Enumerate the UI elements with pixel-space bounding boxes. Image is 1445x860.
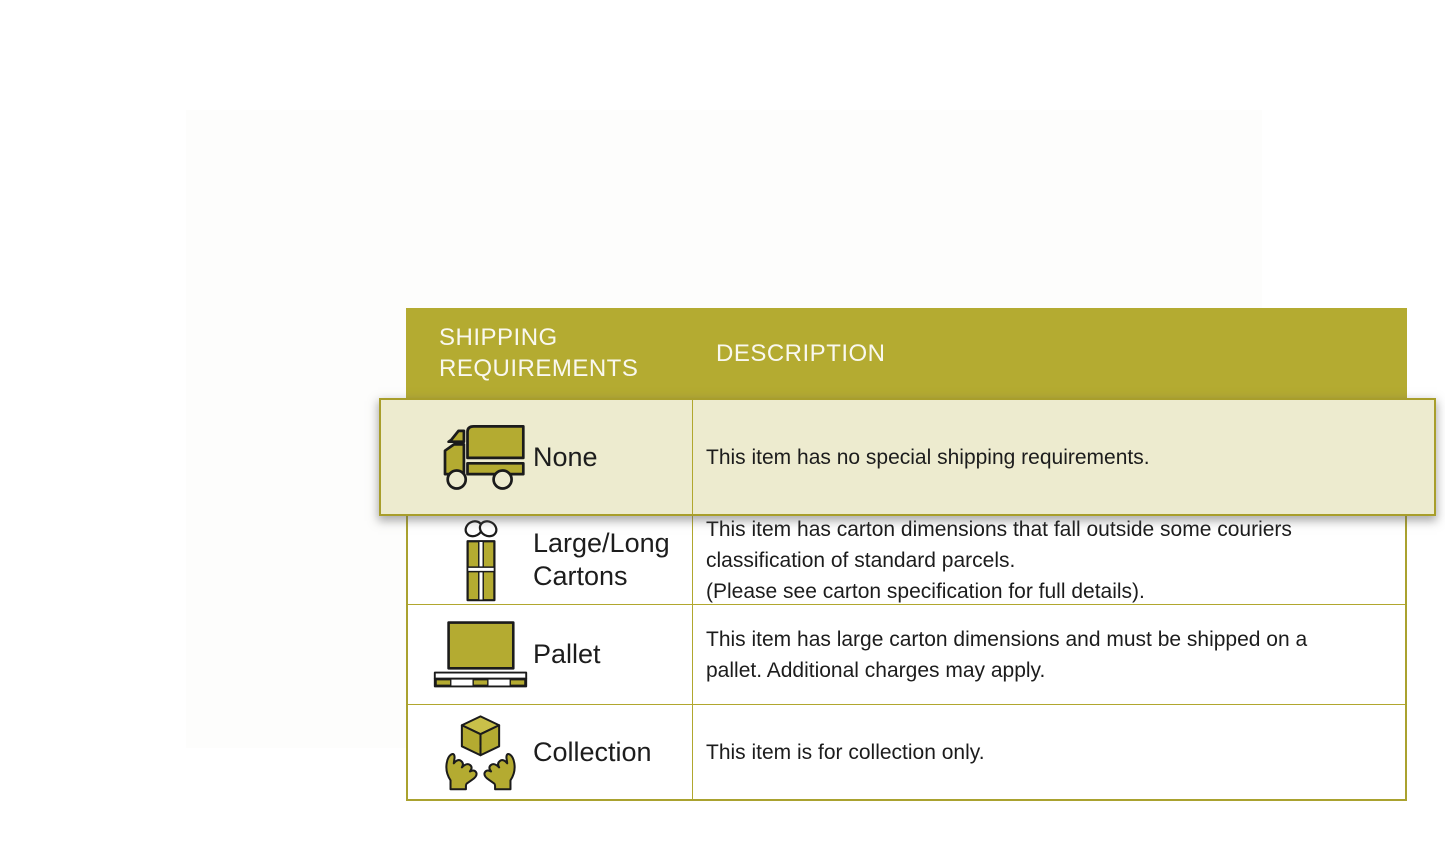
description-cell [693,605,1405,704]
description-note: (Please see carton specification for full details). [706,579,1145,603]
table-body [406,516,1407,801]
description-cell [693,705,1405,799]
requirement-label: Collection [533,736,652,767]
requirement-label: None [533,441,598,472]
requirement-cell [408,516,693,604]
description-cell [693,516,1405,604]
table-row-none-highlighted[interactable] [379,398,1436,516]
truck-icon [428,421,533,493]
requirement-cell [408,705,693,799]
description-cell [693,400,1434,514]
description-text: This item is for collection only. [706,740,985,764]
description-text: This item has no special shipping requirements. [706,445,1150,469]
column-header-shipping-requirements: SHIPPING REQUIREMENTS [439,324,639,382]
shipping-requirements-table [406,308,1407,801]
table-header-row [406,308,1407,398]
requirement-label: Pallet [533,639,601,669]
table-row-pallet[interactable] [408,604,1405,704]
description-text: This item has carton dimensions that fall outside some couriers classification of standard parcels. [706,517,1292,572]
requirement-label: Large/Long Cartons [533,528,670,591]
gift-box-icon [428,516,533,604]
column-header-description: DESCRIPTION [716,339,886,367]
pallet-icon [428,620,533,689]
table-row-collection[interactable] [408,704,1405,799]
description-text: This item has large carton dimensions and must be shipped on a pallet. Additional charges may apply. [706,627,1308,682]
requirement-cell [408,605,693,704]
page-content-panel [186,110,1308,767]
table-row-large-long-cartons[interactable] [408,516,1405,604]
requirement-cell [381,400,693,514]
hands-box-icon [428,713,533,791]
